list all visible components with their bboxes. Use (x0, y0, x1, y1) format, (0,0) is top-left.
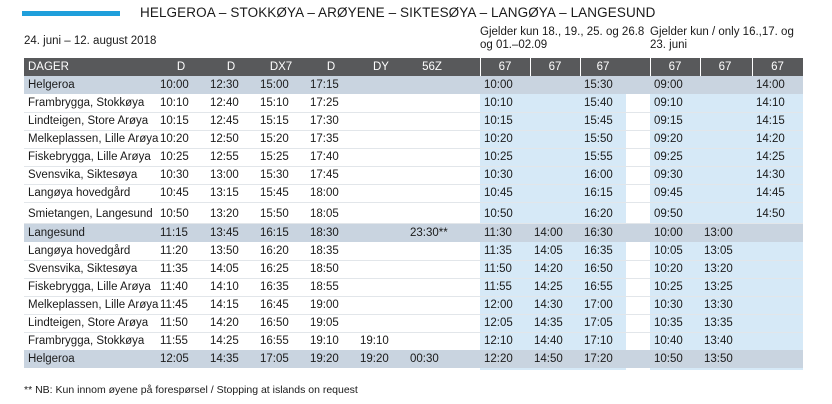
departure-time: 19:20 (360, 353, 389, 365)
departure-time: 12:20 (484, 353, 513, 365)
departure-time: 15:45 (260, 187, 289, 199)
table-row (24, 112, 803, 130)
departure-time: 15:50 (260, 208, 289, 220)
departure-time: 15:50 (584, 133, 613, 145)
departure-time: 00:30 (410, 353, 439, 365)
departure-time (410, 76, 458, 94)
header-separator (480, 58, 481, 76)
departure-time (410, 94, 458, 112)
stop-name: Frambrygga, Stokkøya (28, 335, 145, 347)
departure-time: 11:50 (484, 263, 512, 275)
departure-time: 19:00 (310, 299, 339, 311)
table-row (24, 205, 803, 223)
departure-time: 10:45 (484, 187, 513, 199)
departure-time (410, 205, 458, 223)
departure-time: 09:10 (654, 97, 683, 109)
stop-name: Helgeroa (28, 353, 75, 365)
stop-name: Frambrygga, Stokkøya (28, 97, 145, 109)
departure-time: 13:50 (704, 353, 733, 365)
departure-time: 16:15 (260, 227, 289, 239)
departure-time: 09:45 (654, 187, 683, 199)
departure-time: 14:25 (210, 335, 239, 347)
stop-name: Fiskebrygga, Lille Arøya (28, 281, 151, 293)
departure-time (756, 332, 803, 350)
departure-time: 17:25 (310, 97, 339, 109)
departure-time (534, 94, 580, 112)
stop-name: Svensvika, Siktesøya (28, 169, 138, 181)
table-row (24, 148, 803, 166)
stop-name: Melkeplassen, Lille Arøya (28, 133, 159, 145)
departure-time: 16:35 (260, 281, 289, 293)
departure-time: 17:10 (584, 335, 613, 347)
departure-time: 10:15 (160, 115, 189, 127)
departure-time: 14:50 (534, 353, 563, 365)
departure-time: 14:20 (756, 133, 785, 145)
departure-time (704, 94, 750, 112)
departure-time (756, 314, 803, 332)
table-row (24, 166, 803, 184)
departure-time: 10:10 (484, 97, 513, 109)
departure-time: 10:50 (654, 353, 683, 365)
departure-time: 12:10 (484, 335, 513, 347)
header-separator (700, 58, 701, 76)
departure-time: 14:25 (534, 281, 563, 293)
departure-time: 16:45 (260, 299, 289, 311)
departure-time: 10:30 (484, 169, 513, 181)
departure-time: 14:15 (210, 299, 239, 311)
departure-time: 16:50 (260, 317, 289, 329)
departure-time: 23:30** (410, 227, 448, 239)
departure-time: 14:00 (534, 227, 563, 239)
stop-name: Fiskebrygga, Lille Arøya (28, 151, 151, 163)
departure-time: 16:25 (260, 263, 289, 275)
note-group-b: Gjelder kun / only 16.,17. og 23. juni (650, 26, 794, 51)
departure-time: 15:00 (260, 79, 289, 91)
header-col: 67 (498, 61, 512, 73)
departure-time: 17:00 (584, 299, 613, 311)
header-col: 67 (668, 61, 682, 73)
header-col: 67 (771, 61, 784, 73)
departure-time (360, 166, 406, 184)
departure-time (360, 224, 406, 242)
departure-time: 13:15 (210, 187, 239, 199)
departure-time: 16:20 (584, 208, 613, 220)
departure-time: 17:30 (310, 115, 339, 127)
header-col: 67 (548, 61, 562, 73)
departure-time: 11:30 (484, 227, 512, 239)
departure-time: 09:25 (654, 151, 683, 163)
departure-time: 19:05 (310, 317, 339, 329)
header-col: D (226, 61, 236, 73)
departure-time: 14:35 (534, 317, 563, 329)
departure-time (360, 205, 406, 223)
departure-time: 10:00 (484, 79, 513, 91)
departure-time (704, 130, 750, 148)
departure-time (360, 94, 406, 112)
departure-time: 15:15 (260, 115, 289, 127)
departure-time: 16:00 (584, 169, 613, 181)
departure-time (360, 130, 406, 148)
departure-time: 16:50 (584, 263, 613, 275)
footnote: ** NB: Kun innom øyene på forespørsel / Stopping at islands on request (24, 384, 358, 396)
departure-time: 15:45 (584, 115, 613, 127)
departure-time (410, 148, 458, 166)
departure-time: 14:10 (756, 97, 785, 109)
departure-time (410, 278, 458, 296)
departure-time (756, 350, 803, 368)
header-col: 67 (596, 61, 610, 73)
departure-time: 12:55 (210, 151, 239, 163)
departure-time: 16:15 (584, 187, 613, 199)
departure-time: 15:25 (260, 151, 289, 163)
departure-time: 14:45 (756, 187, 785, 199)
departure-time: 15:20 (260, 133, 289, 145)
departure-time (360, 148, 406, 166)
departure-time: 18:35 (310, 245, 339, 257)
header-separator (530, 58, 531, 76)
departure-time: 13:40 (704, 335, 733, 347)
departure-time: 13:45 (210, 227, 239, 239)
departure-time: 15:10 (260, 97, 289, 109)
departure-time (360, 76, 406, 94)
departure-time: 17:05 (584, 317, 613, 329)
departure-time: 15:40 (584, 97, 613, 109)
departure-time (756, 296, 803, 314)
departure-time (704, 166, 750, 184)
departure-time: 16:55 (584, 281, 613, 293)
departure-time: 12:00 (484, 299, 513, 311)
departure-time: 18:30 (310, 227, 339, 239)
departure-time (410, 166, 458, 184)
accent-bar (22, 11, 120, 16)
departure-time (360, 314, 406, 332)
header-separator (650, 58, 651, 76)
departure-time (704, 205, 750, 223)
header-separator (752, 58, 753, 76)
period-label: 24. juni – 12. august 2018 (24, 35, 157, 47)
departure-time (534, 205, 580, 223)
departure-time: 10:00 (654, 227, 683, 239)
table-row (24, 332, 803, 350)
departure-time: 13:25 (704, 281, 733, 293)
departure-time (756, 224, 803, 242)
departure-time: 14:15 (756, 115, 785, 127)
header-separator (580, 58, 581, 76)
departure-time (360, 112, 406, 130)
departure-time: 10:50 (484, 208, 513, 220)
departure-time: 10:30 (654, 299, 683, 311)
departure-time: 19:10 (310, 335, 339, 347)
departure-time: 19:20 (310, 353, 339, 365)
header-stop: DAGER (28, 61, 69, 73)
departure-time: 10:35 (654, 317, 683, 329)
departure-time: 13:00 (704, 227, 733, 239)
departure-time: 12:50 (210, 133, 239, 145)
departure-time: 16:20 (260, 245, 289, 257)
route-title: HELGEROA – STOKKØYA – ARØYENE – SIKTESØYA – LANGØYA – LANGESUND (140, 5, 656, 20)
stop-name: Lindteigen, Store Arøya (28, 115, 149, 127)
departure-time: 14:20 (534, 263, 563, 275)
header-col: D (176, 61, 186, 73)
departure-time (360, 278, 406, 296)
departure-time (360, 260, 406, 278)
table-row (24, 76, 803, 94)
table-row (24, 130, 803, 148)
table-row (24, 242, 803, 260)
departure-time (410, 112, 458, 130)
stop-name: Helgeroa (28, 79, 75, 91)
departure-time: 11:45 (160, 299, 188, 311)
departure-time (410, 184, 458, 202)
departure-time (534, 184, 580, 202)
departure-time: 10:10 (160, 97, 189, 109)
header-col: D (326, 61, 336, 73)
departure-time (360, 242, 406, 260)
departure-time: 10:20 (484, 133, 513, 145)
departure-time: 18:00 (310, 187, 339, 199)
departure-time (410, 296, 458, 314)
departure-time: 13:35 (704, 317, 733, 329)
departure-time: 18:05 (310, 208, 339, 220)
table-row (24, 224, 803, 242)
departure-time: 10:25 (654, 281, 683, 293)
departure-time: 16:55 (260, 335, 289, 347)
departure-time: 10:15 (484, 115, 513, 127)
departure-time: 14:00 (756, 79, 785, 91)
departure-time: 18:50 (310, 263, 339, 275)
departure-time (756, 278, 803, 296)
stop-name: Melkeplassen, Lille Arøya (28, 299, 159, 311)
departure-time (534, 76, 580, 94)
table-row (24, 278, 803, 296)
stop-name: Lindteigen, Store Arøya (28, 317, 149, 329)
departure-time: 17:20 (584, 353, 613, 365)
stop-name: Langøya hovedgård (28, 245, 131, 257)
departure-time: 17:15 (310, 79, 339, 91)
departure-time: 12:30 (210, 79, 239, 91)
departure-time: 13:20 (704, 263, 733, 275)
departure-time: 15:55 (584, 151, 613, 163)
departure-time: 16:35 (584, 245, 613, 257)
departure-time: 10:20 (654, 263, 683, 275)
departure-time (704, 148, 750, 166)
departure-time: 12:05 (484, 317, 513, 329)
header-col: 67 (718, 61, 732, 73)
table-row (24, 350, 803, 368)
departure-time: 11:55 (160, 335, 188, 347)
departure-time (534, 166, 580, 184)
departure-time: 11:40 (160, 281, 188, 293)
departure-time (410, 242, 458, 260)
table-row (24, 94, 803, 112)
departure-time: 11:20 (160, 245, 188, 257)
departure-time (410, 130, 458, 148)
departure-time: 13:50 (210, 245, 239, 257)
departure-time (756, 260, 803, 278)
header-row (24, 58, 803, 76)
departure-time (360, 184, 406, 202)
departure-time (704, 76, 750, 94)
departure-time: 13:00 (210, 169, 239, 181)
departure-time: 10:45 (160, 187, 189, 199)
departure-time: 17:40 (310, 151, 339, 163)
departure-time: 12:05 (160, 353, 189, 365)
departure-time: 16:30 (584, 227, 613, 239)
departure-time: 14:50 (756, 208, 785, 220)
departure-time: 19:10 (360, 335, 389, 347)
departure-time (534, 148, 580, 166)
departure-time: 11:55 (484, 281, 512, 293)
departure-time: 11:50 (160, 317, 188, 329)
departure-time: 13:05 (704, 245, 733, 257)
departure-time: 17:35 (310, 133, 339, 145)
note-group-a: Gjelder kun 18., 19., 25. og 26.8 og 01.–02.09 (480, 26, 645, 51)
departure-time: 14:05 (534, 245, 563, 257)
departure-time: 09:20 (654, 133, 683, 145)
departure-time: 13:20 (210, 208, 239, 220)
departure-time (410, 260, 458, 278)
departure-time: 10:25 (160, 151, 189, 163)
departure-time: 09:50 (654, 208, 683, 220)
stop-name: Langesund (28, 227, 85, 239)
departure-time (360, 296, 406, 314)
departure-time: 14:20 (210, 317, 239, 329)
departure-time: 14:30 (756, 169, 785, 181)
departure-time: 10:30 (160, 169, 189, 181)
header-col: DY (373, 61, 389, 73)
departure-time: 14:40 (534, 335, 563, 347)
departure-time (704, 184, 750, 202)
departure-time: 14:25 (756, 151, 785, 163)
stop-name: Smietangen, Langesund (28, 208, 153, 220)
departure-time: 09:00 (654, 79, 683, 91)
departure-time: 10:05 (654, 245, 683, 257)
departure-time: 14:05 (210, 263, 239, 275)
departure-time: 14:10 (210, 281, 239, 293)
header-col: 56Z (422, 61, 442, 73)
stop-name: Svensvika, Siktesøya (28, 263, 138, 275)
stop-name: Langøya hovedgård (28, 187, 131, 199)
departure-time: 17:05 (260, 353, 289, 365)
departure-time: 09:30 (654, 169, 683, 181)
departure-time: 17:45 (310, 169, 339, 181)
table-row (24, 314, 803, 332)
header-col: DX7 (269, 61, 293, 73)
departure-time: 12:40 (210, 97, 239, 109)
departure-time (534, 130, 580, 148)
departure-time: 10:25 (484, 151, 513, 163)
departure-time: 11:35 (160, 263, 188, 275)
departure-time (410, 332, 458, 350)
departure-time (410, 314, 458, 332)
departure-time: 11:35 (484, 245, 512, 257)
departure-time: 15:30 (260, 169, 289, 181)
table-row (24, 184, 803, 202)
departure-time: 18:55 (310, 281, 339, 293)
departure-time: 10:00 (160, 79, 189, 91)
departure-time: 14:30 (534, 299, 563, 311)
departure-time: 10:50 (160, 208, 189, 220)
departure-time: 14:35 (210, 353, 239, 365)
departure-time: 13:30 (704, 299, 733, 311)
row-divider (24, 202, 803, 203)
departure-time (704, 112, 750, 130)
departure-time: 10:20 (160, 133, 189, 145)
departure-time: 15:30 (584, 79, 613, 91)
departure-time: 12:45 (210, 115, 239, 127)
table-row (24, 296, 803, 314)
departure-time: 11:15 (160, 227, 188, 239)
departure-time (534, 112, 580, 130)
departure-time: 09:15 (654, 115, 683, 127)
departure-time (756, 242, 803, 260)
table-row (24, 260, 803, 278)
departure-time: 10:40 (654, 335, 683, 347)
